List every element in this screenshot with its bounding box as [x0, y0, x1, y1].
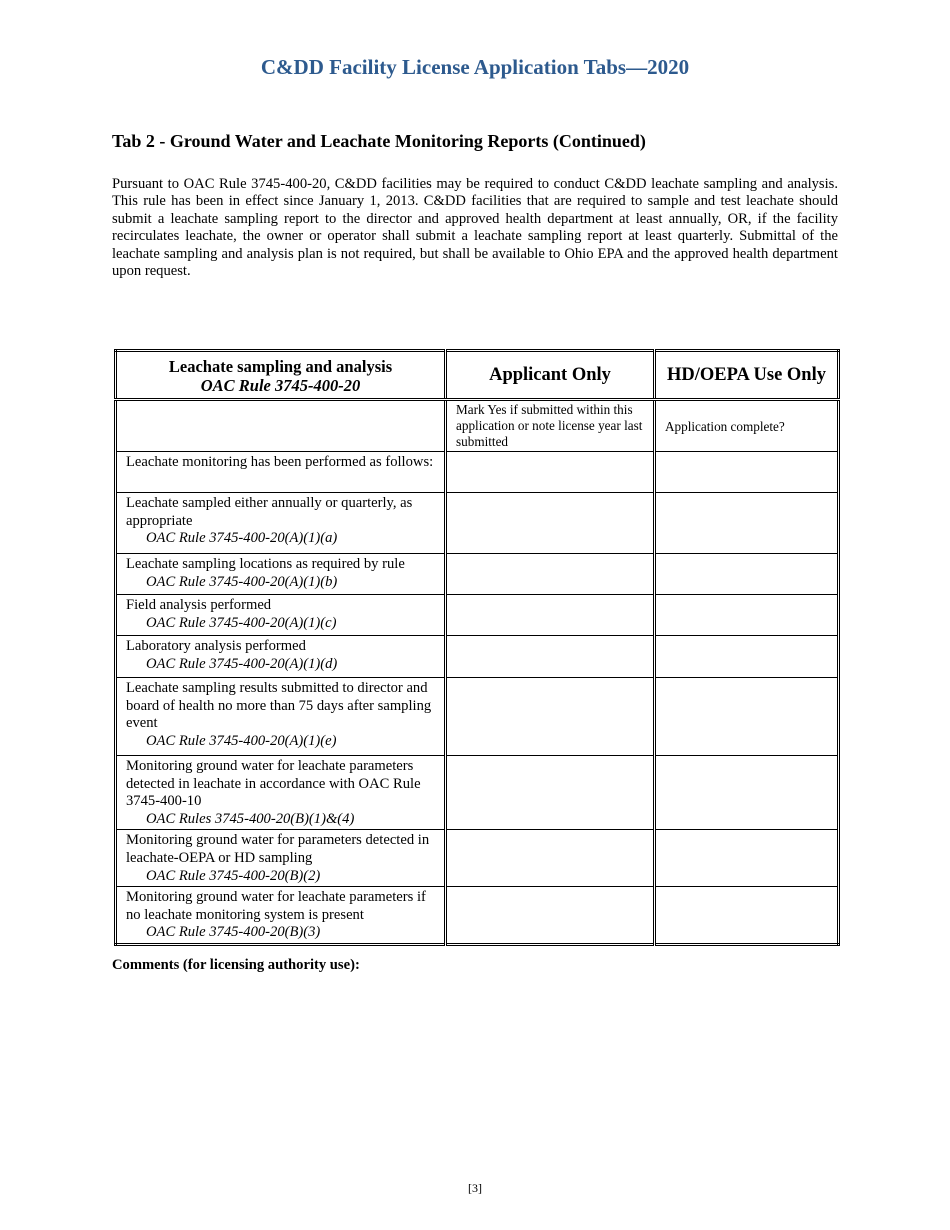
header-requirement-title: Leachate sampling and analysis — [168, 356, 393, 376]
requirement-text: Monitoring ground water for leachate parameters if no leachate monitoring system is present — [126, 889, 426, 923]
requirement-cell — [116, 493, 446, 554]
requirement-rule: OAC Rule 3745-400-20(A)(1)(b) — [146, 573, 338, 590]
leachate-requirements-table — [114, 349, 840, 946]
table-row — [116, 452, 839, 493]
requirement-text: Monitoring ground water for parameters detected in leachate-OEPA or HD sampling — [126, 832, 430, 866]
requirement-text: Leachate sampled either annually or quarterly, as appropriate — [126, 495, 413, 529]
table-header-row — [116, 351, 839, 400]
requirement-text: Leachate monitoring has been performed as follows: — [126, 454, 434, 470]
applicant-entry-cell[interactable] — [446, 595, 655, 636]
requirement-text: Leachate sampling results submitted to director and board of health no more than 75 days after sampling event — [126, 680, 432, 732]
hd-oepa-entry-cell[interactable] — [655, 595, 839, 636]
requirement-text: Laboratory analysis performed — [126, 638, 306, 654]
requirement-cell — [116, 554, 446, 595]
requirement-rule: OAC Rule 3745-400-20(B)(3) — [146, 924, 321, 941]
hd-oepa-entry-cell[interactable] — [655, 887, 839, 945]
hd-oepa-entry-cell[interactable] — [655, 493, 839, 554]
header-requirement-rule: OAC Rule 3745-400-20 — [200, 375, 361, 395]
requirement-text: Leachate sampling locations as required by rule — [126, 556, 405, 572]
requirement-cell — [116, 595, 446, 636]
instructions-applicant-cell: Mark Yes if submitted within this application or note license year last submitted — [446, 400, 655, 452]
requirement-rule: OAC Rules 3745-400-20(B)(1)&(4) — [146, 810, 355, 827]
hd-oepa-entry-cell[interactable] — [655, 636, 839, 678]
requirement-cell — [116, 678, 446, 756]
hd-oepa-entry-cell[interactable] — [655, 678, 839, 756]
hd-oepa-entry-cell[interactable] — [655, 452, 839, 493]
applicant-entry-cell[interactable] — [446, 554, 655, 595]
requirement-text: Monitoring ground water for leachate parameters detected in leachate in accordance with OAC Rule 3745-400-10 — [126, 758, 421, 810]
applicant-entry-cell[interactable] — [446, 493, 655, 554]
applicant-entry-cell[interactable] — [446, 452, 655, 493]
requirement-rule: OAC Rule 3745-400-20(B)(2) — [146, 867, 321, 884]
applicant-entry-cell[interactable] — [446, 678, 655, 756]
requirement-rule: OAC Rule 3745-400-20(A)(1)(a) — [146, 530, 338, 547]
header-requirement — [116, 351, 446, 400]
header-hd-oepa-use-only: HD/OEPA Use Only — [655, 351, 839, 400]
document-title: C&DD Facility License Application Tabs—2020 — [260, 55, 690, 79]
requirement-rule: OAC Rule 3745-400-20(A)(1)(c) — [146, 614, 337, 631]
table-row — [116, 830, 839, 887]
requirement-cell — [116, 756, 446, 830]
table-row — [116, 887, 839, 945]
requirement-cell — [116, 830, 446, 887]
header-applicant-only: Applicant Only — [446, 351, 655, 400]
applicant-entry-cell[interactable] — [446, 830, 655, 887]
table-row — [116, 595, 839, 636]
applicant-entry-cell[interactable] — [446, 756, 655, 830]
requirement-cell — [116, 636, 446, 678]
requirement-rule: OAC Rule 3745-400-20(A)(1)(d) — [146, 655, 338, 672]
hd-oepa-entry-cell[interactable] — [655, 756, 839, 830]
page-number: [3] — [468, 1181, 482, 1195]
instructions-hd-oepa-cell: Application complete? — [655, 400, 839, 452]
requirement-rule: OAC Rule 3745-400-20(A)(1)(e) — [146, 732, 337, 749]
hd-oepa-entry-cell[interactable] — [655, 830, 839, 887]
requirement-text: Field analysis performed — [126, 597, 272, 613]
instructions-requirement-cell — [116, 400, 446, 452]
instructions-row — [116, 400, 839, 452]
table-row — [116, 636, 839, 678]
section-subtitle: Tab 2 - Ground Water and Leachate Monitoring Reports (Continued) — [112, 131, 646, 151]
table-row — [116, 756, 839, 830]
requirement-cell — [116, 452, 446, 493]
intro-paragraph: Pursuant to OAC Rule 3745-400-20, C&DD facilities may be required to conduct C&DD leachate sampling and analysis. This rule has been in effect since January 1, 2013. C&DD facilities that are required to sample and test leachate should submit a leachate sampling report to the director and approved health department at least annually, OR, if the facility recirculates leachate, the owner or operator shall submit a leachate sampling report at least quarterly. Submittal of the leachate sampling and analysis plan is not required, but shall be available to Ohio EPA and the approved health department upon request. — [112, 176, 838, 280]
hd-oepa-entry-cell[interactable] — [655, 554, 839, 595]
table-row — [116, 493, 839, 554]
applicant-entry-cell[interactable] — [446, 887, 655, 945]
table-row — [116, 554, 839, 595]
table-row — [116, 678, 839, 756]
applicant-entry-cell[interactable] — [446, 636, 655, 678]
comments-label: Comments (for licensing authority use): — [112, 957, 360, 973]
requirement-cell — [116, 887, 446, 945]
